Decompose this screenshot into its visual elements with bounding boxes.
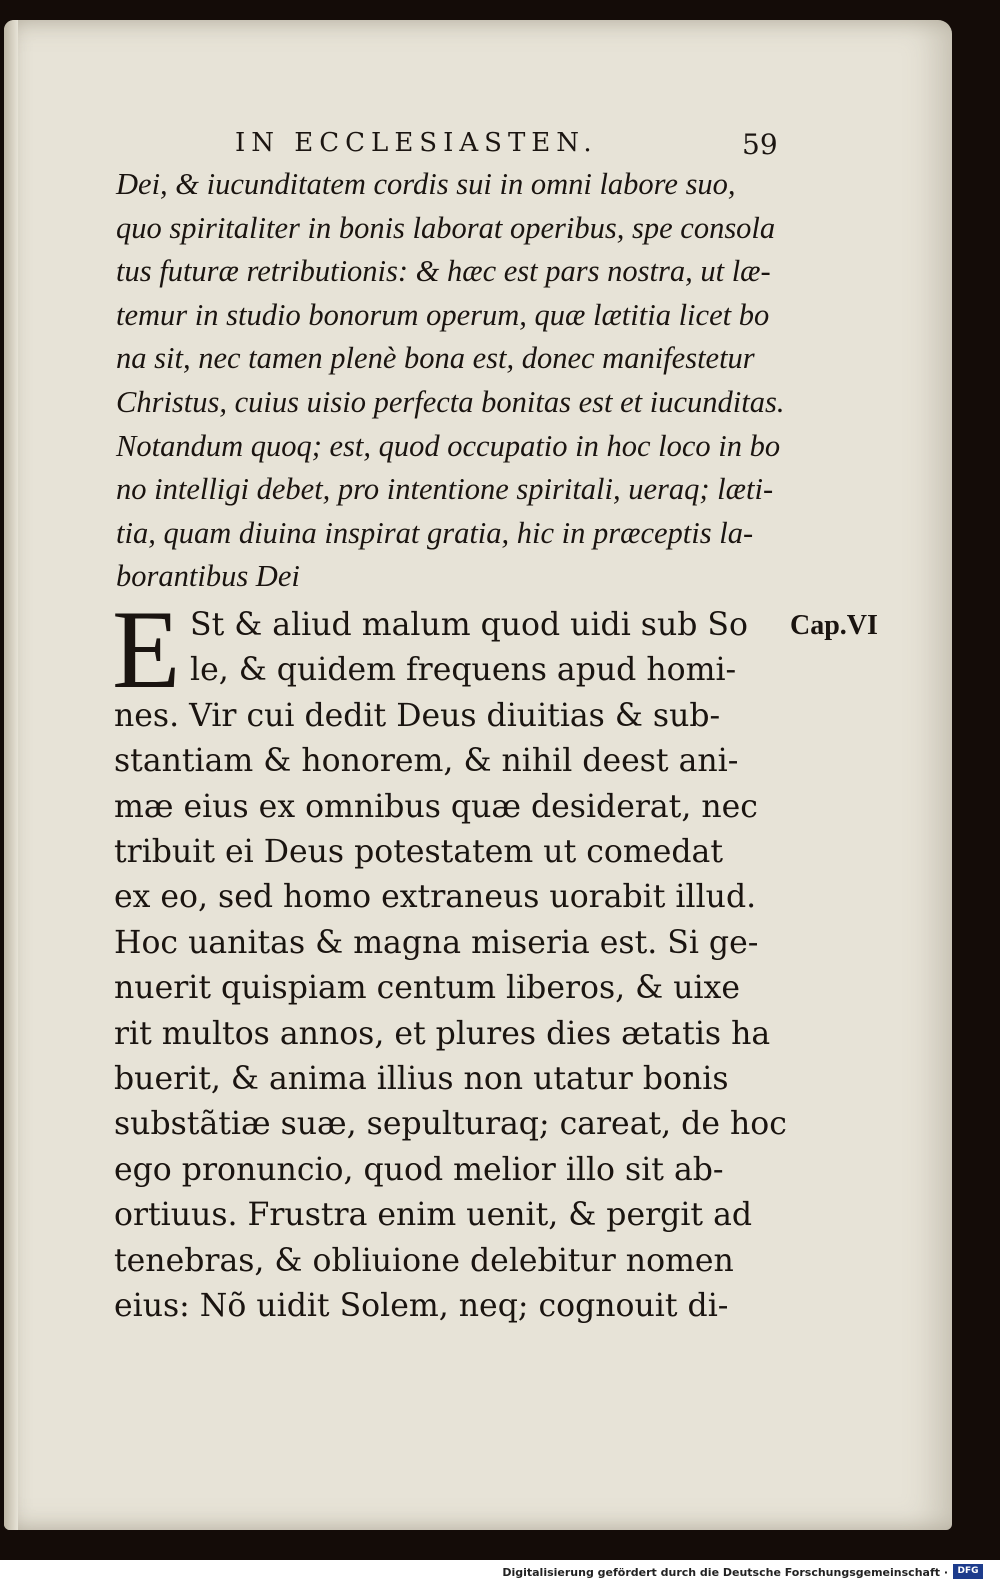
- page-number: 59: [742, 128, 778, 161]
- text-line: stantiam & honorem, & nihil deest ani-: [114, 743, 739, 780]
- text-line: rit multos annos, et plures dies ætatis ha: [114, 1015, 771, 1052]
- text-line: na sit, nec tamen plenè bona est, donec manifestetur: [116, 341, 755, 376]
- running-head: IN ECCLESIASTEN.: [235, 128, 598, 158]
- text-line: Notandum quoq; est, quod occupatio in hoc loco in bo: [116, 428, 781, 463]
- text-line: eius: Nõ uidit Solem, neq; cognouit di-: [114, 1288, 729, 1325]
- text-line: Hoc uanitas & magna miseria est. Si ge-: [114, 924, 759, 961]
- scripture-text: [112, 588, 794, 1330]
- text-line: tia, quam diuina inspirat gratia, hic in præceptis la-: [116, 515, 754, 550]
- text-line: nuerit quispiam centum liberos, & uixe: [114, 970, 741, 1007]
- text-line: borantibus Dei: [116, 559, 300, 594]
- text-line: no intelligi debet, pro intentione spiritali, ueraq; læti-: [116, 472, 774, 507]
- text-line: quo spiritaliter in bonis laborat operibus, spe consola: [116, 210, 776, 245]
- italic-commentary: [116, 163, 796, 599]
- drop-cap-initial: E: [112, 588, 181, 712]
- text-line: nes. Vir cui dedit Deus diuitias & sub-: [114, 697, 721, 734]
- dfg-logo: DFG: [953, 1564, 983, 1579]
- text-line: Christus, cuius uisio perfecta bonitas est et iucunditas.: [116, 384, 785, 419]
- text-line: le, & quidem frequens apud homi-: [190, 652, 737, 689]
- text-line: buerit, & anima illius non utatur bonis: [114, 1061, 729, 1098]
- text-line: ego pronuncio, quod melior illo sit ab-: [114, 1151, 724, 1188]
- text-line: St & aliud malum quod uidi sub So: [190, 607, 748, 643]
- text-line: temur in studio bonorum operum, quæ lætitia licet bo: [116, 297, 770, 332]
- text-line: substãtiæ suæ, sepulturaq; careat, de hoc: [114, 1106, 787, 1143]
- funding-credit: Digitalisierung gefördert durch die Deutsche Forschungsgemeinschaft ·: [502, 1566, 948, 1579]
- text-line: mæ eius ex omnibus quæ desiderat, nec: [114, 788, 758, 825]
- text-line: tenebras, & obliuione delebitur nomen: [114, 1242, 734, 1279]
- chapter-margin-note: Cap.VI: [790, 610, 878, 641]
- text-line: Dei, & iucunditatem cordis sui in omni labore suo,: [116, 167, 736, 201]
- text-line: ortiuus. Frustra enim uenit, & pergit ad: [114, 1197, 753, 1234]
- page-gutter-shadow: [4, 20, 18, 1530]
- text-line: ex eo, sed homo extraneus uorabit illud.: [114, 879, 757, 916]
- text-line: tus futuræ retributionis: & hæc est pars nostra, ut læ-: [116, 254, 771, 289]
- text-line: tribuit ei Deus potestatem ut comedat: [114, 834, 723, 871]
